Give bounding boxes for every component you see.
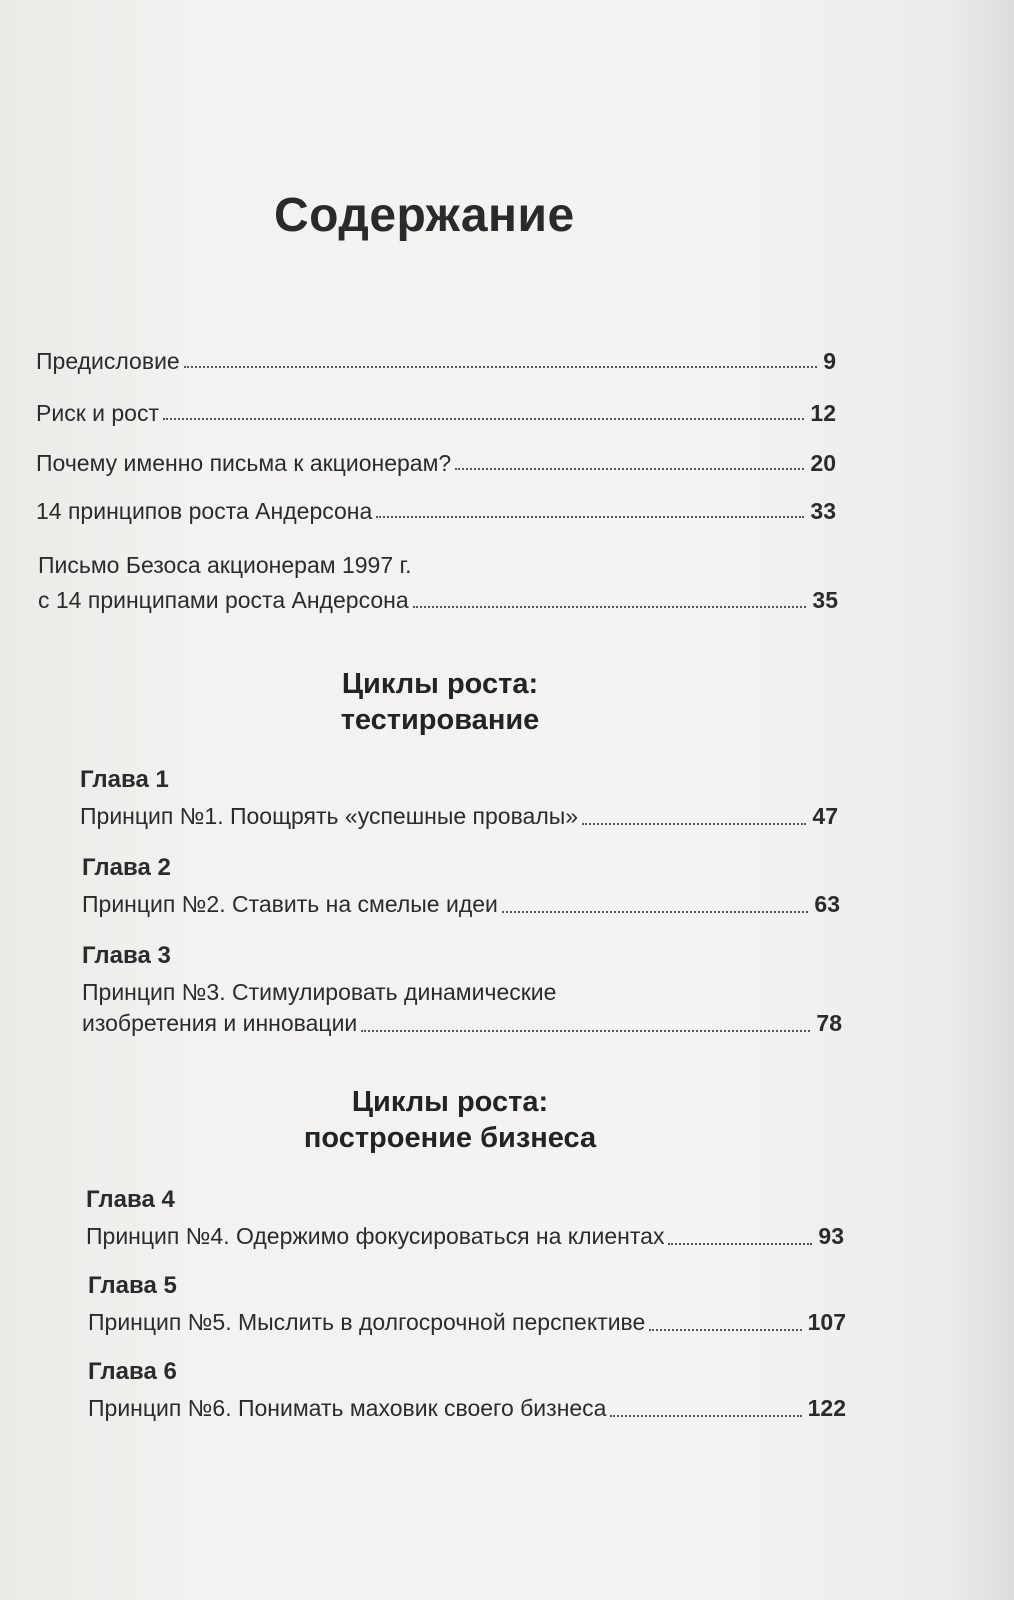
toc-entry-14-principles[interactable] [36,498,836,524]
chapter-principle: Принцип №4. Одержимо фокусироваться на клиентах [86,1223,665,1249]
section-title-line2: построение бизнеса [303,1122,597,1155]
section-title-testing [280,666,600,739]
toc-entry-label: Риск и рост [36,400,159,426]
toc-page-number: 47 [812,803,838,829]
toc-chapter-6[interactable] [88,1358,846,1423]
toc-entry-label-line1: Письмо Безоса акционерам 1997 г. [38,552,412,578]
page-title: Содержание [274,189,575,242]
leader-dots [649,1329,801,1331]
toc-chapter-1[interactable] [80,766,838,831]
toc-chapter-5[interactable] [88,1272,846,1337]
section-title-line2: тестирование [340,704,540,737]
toc-entry-label: Почему именно письма к акционерам? [36,450,452,476]
chapter-title: Глава 4 [86,1186,175,1213]
leader-dots [163,418,804,420]
chapter-principle: Принцип №6. Понимать маховик своего бизнеса [88,1395,607,1421]
chapter-title: Глава 5 [88,1272,177,1299]
chapter-principle-line1: Принцип №3. Стимулировать динамические [82,979,557,1005]
chapter-principle: Принцип №5. Мыслить в долгосрочной перспективе [88,1309,646,1335]
chapter-title: Глава 6 [88,1358,177,1385]
toc-page-number: 107 [807,1309,846,1335]
toc-chapter-4[interactable] [86,1186,844,1251]
leader-dots [361,1030,810,1032]
toc-entry-label: 14 принципов роста Андерсона [36,498,373,524]
leader-dots [502,911,809,913]
leader-dots [376,516,804,518]
chapter-principle: Принцип №1. Поощрять «успешные провалы» [80,803,579,829]
toc-page-number: 63 [814,891,840,917]
chapter-title: Глава 3 [82,942,171,969]
leader-dots [610,1415,801,1417]
leader-dots [455,468,804,470]
toc-entry-risk-growth[interactable] [36,400,836,426]
toc-page-number: 122 [807,1395,846,1421]
leader-dots [668,1243,812,1245]
leader-dots [184,366,817,368]
toc-page-number: 12 [810,400,836,426]
section-title-business-building [260,1084,640,1157]
section-title-line1: Циклы роста: [351,1086,549,1118]
toc-entry-bezos-letter[interactable] [38,552,838,614]
chapter-principle: Принцип №2. Ставить на смелые идеи [82,891,498,917]
toc-page-number: 20 [810,450,836,476]
bleed-through-text [360,140,368,174]
toc-entry-why-letters[interactable] [36,450,836,476]
toc-page-number: 35 [812,587,838,613]
toc-entry-label-line2: с 14 принципами роста Андерсона [38,587,409,613]
toc-page-number: 33 [810,498,836,524]
toc-chapter-3[interactable] [82,942,842,1038]
section-title-line1: Циклы роста: [341,668,539,700]
toc-entry-label: Предисловие [36,348,180,374]
leader-dots [582,823,806,825]
chapter-title: Глава 1 [80,766,169,793]
toc-entry-preface[interactable] [36,348,836,374]
toc-chapter-2[interactable] [82,854,840,919]
chapter-title: Глава 2 [82,854,171,881]
toc-page-number: 78 [816,1009,842,1036]
leader-dots [413,606,807,608]
toc-page-number: 93 [818,1223,844,1249]
chapter-principle-line2: изобретения и инновации [82,1009,358,1036]
toc-page-number: 9 [823,348,836,374]
